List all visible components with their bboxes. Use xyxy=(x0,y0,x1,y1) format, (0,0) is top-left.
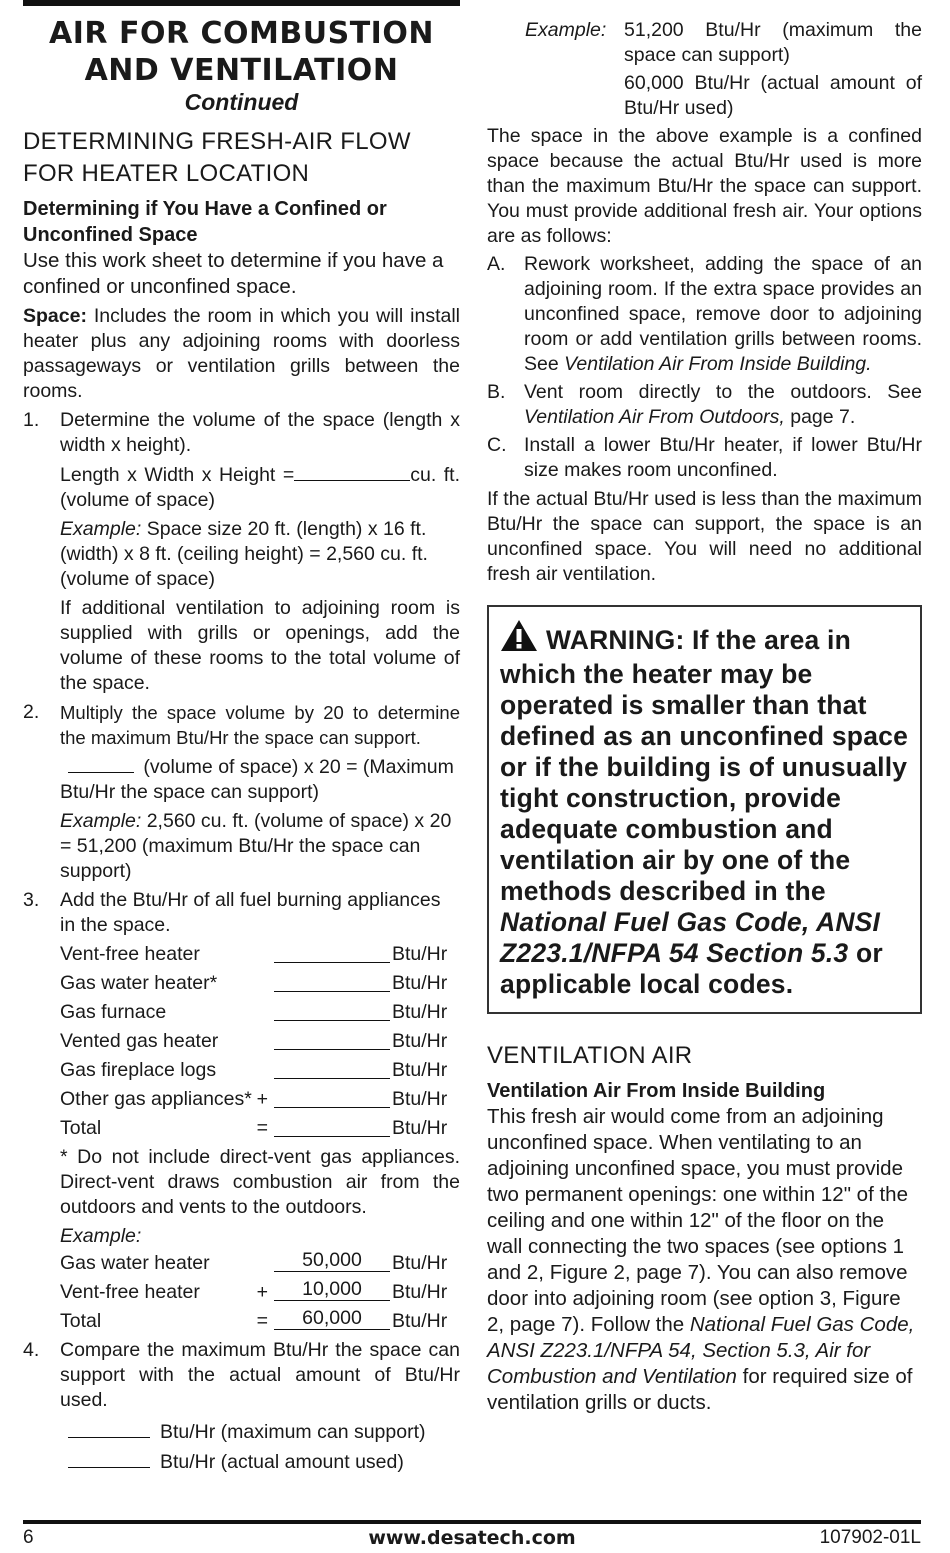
formula-label: Length x Width x Height = xyxy=(60,464,295,486)
example-row-label xyxy=(60,1278,274,1307)
appliance-label xyxy=(60,1085,274,1114)
example-row-value: 50,000 xyxy=(274,1249,390,1272)
warning-icon xyxy=(500,619,538,659)
option-b-tail: page 7. xyxy=(784,406,856,428)
step-3 xyxy=(23,888,460,1336)
appliance-name: Gas furnace xyxy=(60,1001,167,1023)
step-1-text: Determine the volume of the space (length x width x height). xyxy=(60,409,460,456)
example-row-operator: = xyxy=(256,1310,268,1332)
appliance-operator: + xyxy=(256,1088,268,1110)
appliance-label xyxy=(60,1056,274,1085)
example-block xyxy=(487,18,922,121)
warning-text: WARNING: If the area in which the heater may be operated is smaller than that defined as an unconfined space or if the building is of unusually tight construction, provide adequate combustion and ventilation air by one of the methods described in the xyxy=(500,625,909,906)
right-column xyxy=(487,0,922,1416)
step-4-text: Compare the maximum Btu/Hr the space can support with the actual amount of Btu/Hr used. xyxy=(60,1339,460,1411)
appliance-label xyxy=(60,969,274,998)
warning-tail: or applicable local codes. xyxy=(500,938,883,999)
example-row-value: 10,000 xyxy=(274,1278,390,1301)
unit-label: Btu/Hr xyxy=(392,943,448,965)
page-title xyxy=(23,15,460,89)
option-b-text xyxy=(524,380,922,430)
appliance-operator: = xyxy=(256,1117,268,1139)
unit-label: Btu/Hr xyxy=(392,1088,448,1110)
option-a-body: Rework worksheet, adding the space of an adjoining room. If the extra space provides an unconfined space, remove door to adjoining room or add ventilation grills between rooms. See xyxy=(524,253,922,375)
option-a xyxy=(487,252,922,377)
step-2-example xyxy=(60,809,460,884)
page-number: 6 xyxy=(23,1527,34,1548)
warning-reference: National Fuel Gas Code, ANSI Z223.1/NFPA 54 Section 5.3 xyxy=(500,907,881,968)
example-label: Example: xyxy=(60,810,142,832)
appliance-label xyxy=(60,998,274,1027)
footer-rule xyxy=(23,1520,921,1524)
blank-line xyxy=(274,1027,390,1050)
blank-line xyxy=(68,754,134,773)
option-a-text xyxy=(524,252,922,377)
ventilation-reference: National Fuel Gas Code, ANSI Z223.1/NFPA 54, Section 5.3, Air for Combustion and Ventilation xyxy=(487,1313,915,1388)
example-worksheet xyxy=(60,1249,460,1336)
space-label: Space: xyxy=(23,305,87,327)
appliance-name: Vented gas heater xyxy=(60,1030,219,1052)
space-definition xyxy=(23,304,460,404)
space-text: Includes the room in which you will install heater plus any adjoining rooms with doorless passageways or ventilation grills between the rooms. xyxy=(23,305,460,402)
step-3-text: Add the Btu/Hr of all fuel burning appliances in the space. xyxy=(60,889,441,936)
example-row-label xyxy=(60,1249,274,1278)
appliance-label xyxy=(60,1114,274,1143)
appliance-worksheet xyxy=(60,940,460,1143)
appliance-name: Gas fireplace logs xyxy=(60,1059,217,1081)
example-row-label xyxy=(60,1307,274,1336)
formula-unit: cu. ft. (volume of space) xyxy=(60,464,460,511)
step-3-example-label: Example: xyxy=(60,1225,142,1247)
step-3-number: 3. xyxy=(23,889,40,911)
option-a-letter: A. xyxy=(487,253,506,275)
step-4-label-1: Btu/Hr (maximum can support) xyxy=(160,1421,426,1443)
ventilation-body: This fresh air would come from an adjoining unconfined space. When ventilating to an adjoining unconfined space, you must provide two permanent openings: one within 12" of the ceiling and one within 12" of the floor on the wall connecting the two spaces (see options 1 and 2, Figure 2, page 7). You can also remove door into adjoining room (see option 3, Figure 2, page 7). Follow the xyxy=(487,1105,908,1336)
document-code: 107902-01L xyxy=(819,1527,921,1548)
ventilation-heading: VENTILATION AIR xyxy=(487,1042,693,1069)
ventilation-subheading: Ventilation Air From Inside Building xyxy=(487,1080,826,1102)
confined-explanation: The space in the above example is a confined space because the actual Btu/Hr used is more than the maximum Btu/Hr the space can support. You must provide additional fresh air. Your options are as follows: xyxy=(487,125,922,247)
unit-label: Btu/Hr xyxy=(392,1281,448,1303)
unit-label: Btu/Hr xyxy=(392,1310,448,1332)
step-4-line-1 xyxy=(60,1419,460,1445)
example-row-operator: + xyxy=(256,1281,268,1303)
option-b xyxy=(487,380,922,430)
step-2-number: 2. xyxy=(23,701,40,723)
blank-line xyxy=(274,969,390,992)
option-c-text: Install a lower Btu/Hr heater, if lower Btu/Hr size makes room unconfined. xyxy=(524,434,922,481)
example-label: Example: xyxy=(525,19,607,41)
step-1-example xyxy=(60,517,460,592)
section-heading: DETERMINING FRESH-AIR FLOW FOR HEATER LOCATION xyxy=(23,128,411,187)
example-label: Example: xyxy=(60,518,142,540)
step-3-footnote: * Do not include direct-vent gas appliances. Direct-vent draws combustion air from the outdoors and vents to the outdoors. xyxy=(60,1146,460,1218)
step-4-line-2 xyxy=(60,1449,460,1475)
unit-label: Btu/Hr xyxy=(392,1059,448,1081)
unconfined-explanation: If the actual Btu/Hr used is less than the maximum Btu/Hr the space can support, the space is an unconfined space. You will need no additional fresh air ventilation. xyxy=(487,488,922,585)
step-1-note: If additional ventilation to adjoining room is supplied with grills or openings, add the volume of these rooms to the total volume of the space. xyxy=(60,597,460,694)
appliance-label xyxy=(60,1027,274,1056)
appliance-name: Gas water heater* xyxy=(60,972,218,994)
intro-paragraph: Use this work sheet to determine if you have a confined or unconfined space. xyxy=(23,249,444,298)
warning-box xyxy=(487,605,922,1014)
blank-line xyxy=(68,1419,150,1438)
example-text: 2,560 cu. ft. (volume of space) x 20 = 51,200 (maximum Btu/Hr the space can support) xyxy=(60,810,452,882)
step-4-label-2: Btu/Hr (actual amount used) xyxy=(160,1451,404,1473)
option-c xyxy=(487,433,922,483)
step-4 xyxy=(23,1338,460,1475)
option-c-letter: C. xyxy=(487,434,507,456)
option-a-reference: Ventilation Air From Inside Building. xyxy=(564,353,872,375)
blank-line xyxy=(274,998,390,1021)
step-2-text: Multiply the space volume by 20 to determine the maximum Btu/Hr the space can support. xyxy=(60,702,460,748)
example-row-name: Vent-free heater xyxy=(60,1281,200,1303)
example-text: Space size 20 ft. (length) x 16 ft. (width) x 8 ft. (ceiling height) = 2,560 cu. ft. (volume of space) xyxy=(60,518,428,590)
blank-line xyxy=(294,462,410,481)
unit-label: Btu/Hr xyxy=(392,1001,448,1023)
blank-line xyxy=(274,1085,390,1108)
page-subtitle: Continued xyxy=(184,89,299,115)
step-1-formula xyxy=(60,462,460,513)
footer-url[interactable]: www.desatech.com xyxy=(368,1527,576,1549)
blank-line xyxy=(274,1056,390,1079)
blank-line xyxy=(274,940,390,963)
option-b-reference: Ventilation Air From Outdoors, xyxy=(524,406,785,428)
formula-text: (volume of space) x 20 = (Maximum Btu/Hr the space can support) xyxy=(60,756,454,803)
blank-line xyxy=(274,1114,390,1137)
step-2-formula xyxy=(60,754,460,805)
example-row-name: Gas water heater xyxy=(60,1252,210,1274)
ventilation-paragraph xyxy=(487,1104,922,1416)
step-2 xyxy=(23,700,460,884)
example-line-1: 51,200 Btu/Hr (maximum the space can support) xyxy=(624,19,922,66)
subsection-heading: Determining if You Have a Confined or Unconfined Space xyxy=(23,198,387,246)
step-4-number: 4. xyxy=(23,1339,40,1361)
appliance-name: Total xyxy=(60,1117,102,1139)
option-b-letter: B. xyxy=(487,381,506,403)
blank-line xyxy=(68,1449,150,1468)
appliance-name: Other gas appliances* xyxy=(60,1088,252,1110)
step-1-number: 1. xyxy=(23,409,40,431)
unit-label: Btu/Hr xyxy=(392,972,448,994)
example-row-name: Total xyxy=(60,1310,102,1332)
unit-label: Btu/Hr xyxy=(392,1252,448,1274)
example-line-2: 60,000 Btu/Hr (actual amount of Btu/Hr used) xyxy=(624,72,922,119)
appliance-label xyxy=(60,940,274,969)
ventilation-tail: for required size of ventilation grills or ducts. xyxy=(487,1365,913,1414)
appliance-name: Vent-free heater xyxy=(60,943,200,965)
unit-label: Btu/Hr xyxy=(392,1117,448,1139)
example-row-value: 60,000 xyxy=(274,1307,390,1330)
title-line-2: AND VENTILATION xyxy=(84,53,399,88)
title-line-1: AIR FOR COMBUSTION xyxy=(49,16,434,51)
step-1 xyxy=(23,408,460,696)
option-b-body: Vent room directly to the outdoors. See xyxy=(524,381,922,403)
left-column xyxy=(23,0,460,1475)
unit-label: Btu/Hr xyxy=(392,1030,448,1052)
